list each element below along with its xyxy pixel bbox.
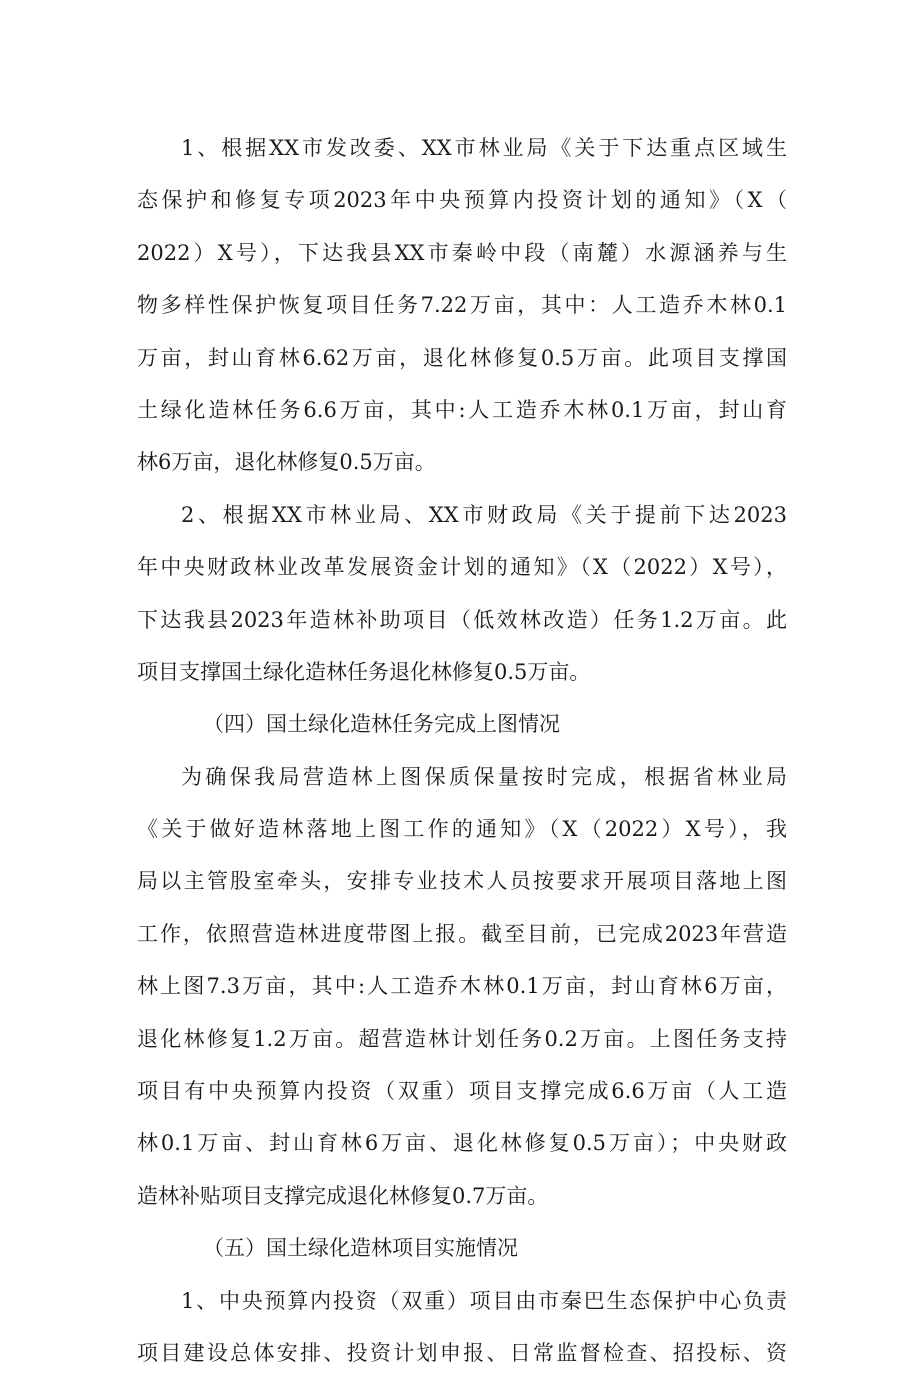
text-line-6: 土绿化造林任务6.6万亩，其中:人工造乔木林0.1万亩，封山育 (137, 397, 787, 422)
text-line-11: 项目支撑国土绿化造林任务退化林修复0.5万亩。 (137, 659, 591, 684)
section-heading-4: （四）国土绿化造林任务完成上图情况 (203, 712, 560, 737)
text-line-4: 物多样性保护恢复项目任务7.22万亩，其中：人工造乔木林0.1 (137, 293, 787, 318)
text-line-16: 工作，依照营造林进度带图上报。截至目前，已完成2023年营造 (137, 921, 787, 946)
text-line-13: 为确保我局营造林上图保质保量按时完成，根据省林业局 (181, 764, 787, 789)
text-line-24: 项目建设总体安排、投资计划申报、日常监督检查、招投标、资 (137, 1340, 787, 1365)
text-line-10: 下达我县2023年造林补助项目（低效林改造）任务1.2万亩。此 (137, 607, 787, 632)
section-heading-5: （五）国土绿化造林项目实施情况 (203, 1236, 518, 1261)
text-line-14: 《关于做好造林落地上图工作的通知》（X（2022）X号），我 (137, 817, 787, 842)
text-line-9: 年中央财政林业改革发展资金计划的通知》（X（2022）X号）， (137, 555, 787, 580)
text-line-2: 态保护和修复专项2023年中央预算内投资计划的通知》（X（ (137, 188, 787, 213)
text-line-7: 林6万亩，退化林修复0.5万亩。 (137, 450, 436, 475)
text-line-1: 1、根据XX市发改委、XX市林业局《关于下达重点区域生 (181, 136, 787, 160)
text-line-5: 万亩，封山育林6.62万亩，退化林修复0.5万亩。此项目支撑国 (137, 345, 787, 370)
text-line-19: 项目有中央预算内投资（双重）项目支撑完成6.6万亩（人工造 (137, 1079, 787, 1104)
text-line-23: 1、中央预算内投资（双重）项目由市秦巴生态保护中心负责 (181, 1288, 787, 1313)
text-line-3: 2022）X号），下达我县XX市秦岭中段（南麓）水源涵养与生 (137, 240, 787, 265)
text-line-21: 造林补贴项目支撑完成退化林修复0.7万亩。 (137, 1183, 549, 1208)
text-line-8: 2、根据XX市林业局、XX市财政局《关于提前下达2023 (181, 502, 787, 527)
text-line-17: 林上图7.3万亩，其中:人工造乔木林0.1万亩，封山育林6万亩， (137, 974, 787, 999)
text-line-20: 林0.1万亩、封山育林6万亩、退化林修复0.5万亩）；中央财政 (137, 1131, 787, 1156)
text-line-15: 局以主管股室牵头，安排专业技术人员按要求开展项目落地上图 (137, 869, 787, 894)
document-body (137, 122, 787, 1379)
text-line-18: 退化林修复1.2万亩。超营造林计划任务0.2万亩。上图任务支持 (137, 1026, 787, 1051)
